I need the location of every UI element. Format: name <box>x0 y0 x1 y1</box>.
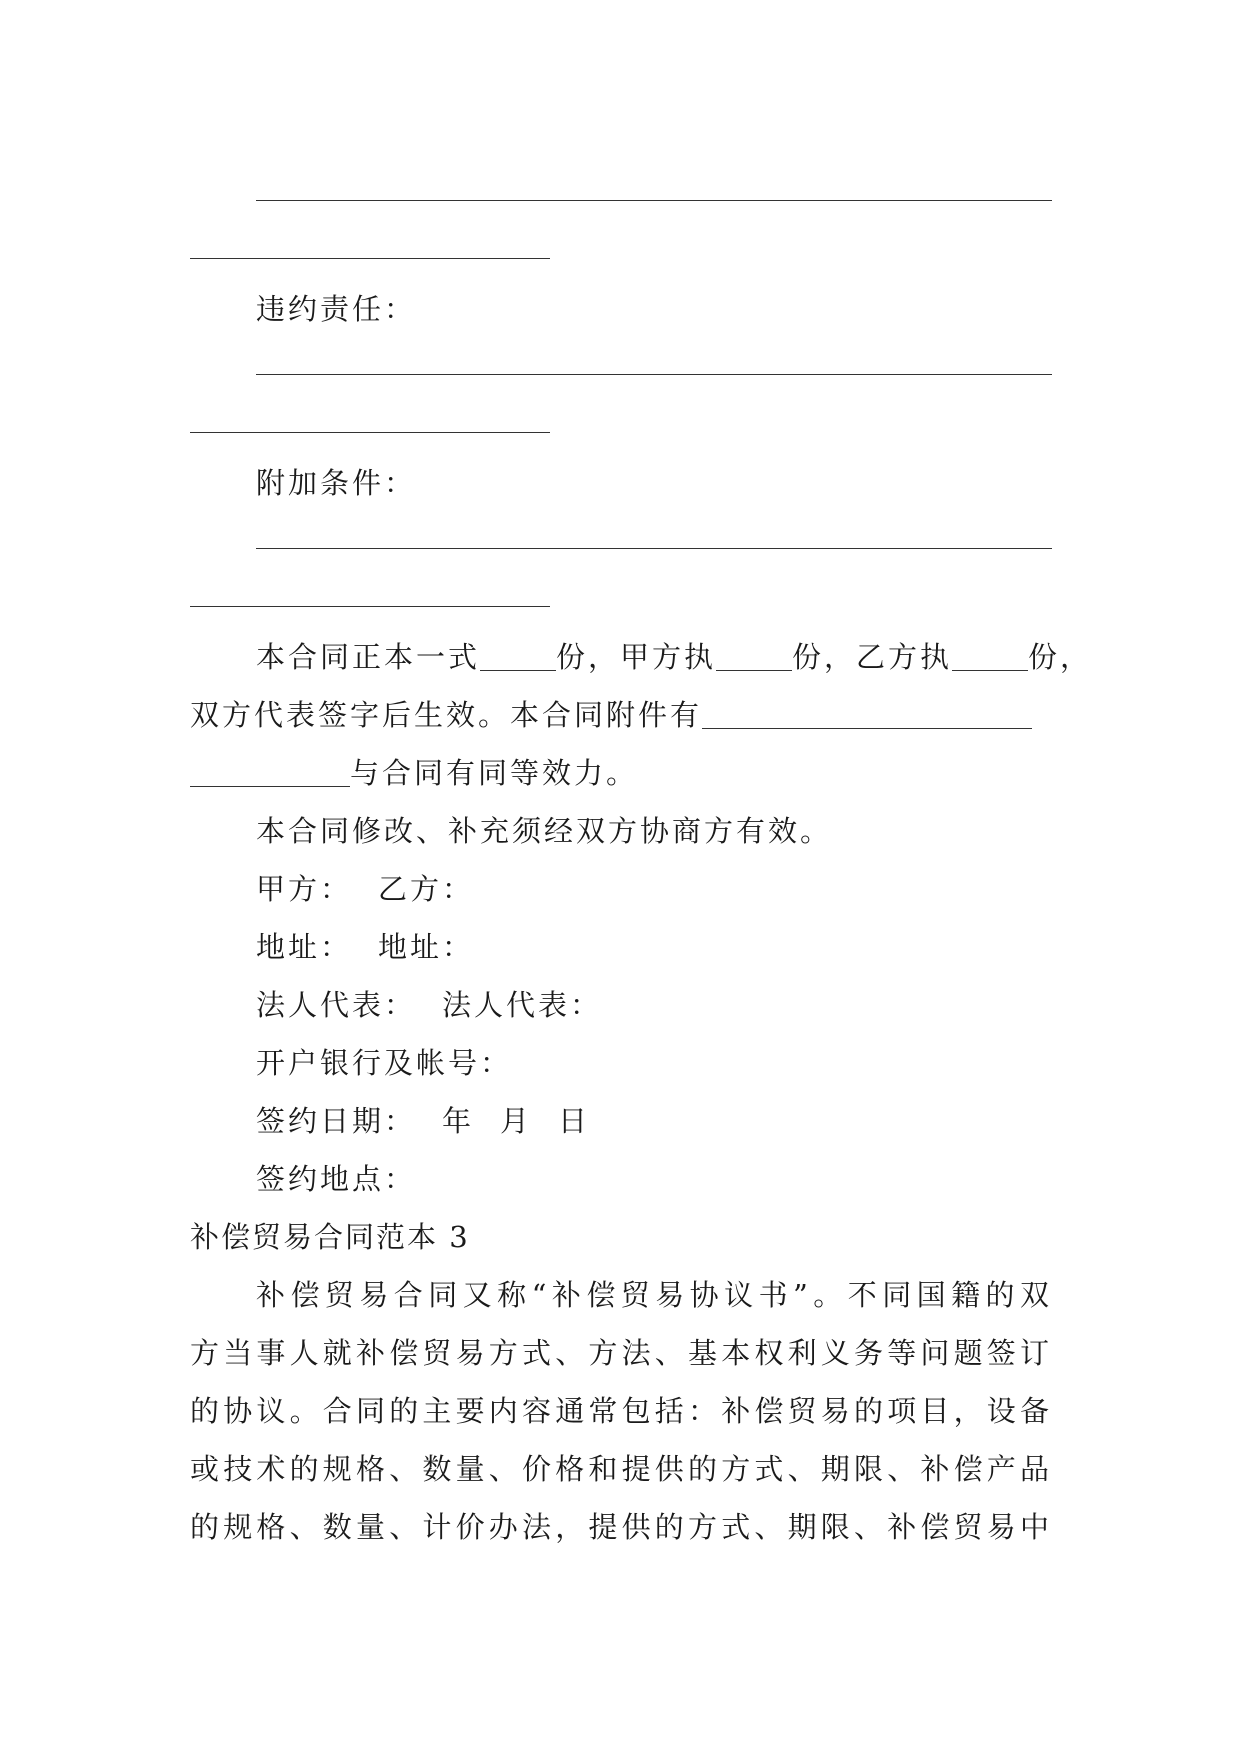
address-b-label: 地址： <box>378 930 475 964</box>
additional-terms-label: 附加条件： <box>256 466 417 500</box>
representative-a-label: 法人代表： <box>256 988 417 1022</box>
day-label: 日 <box>558 1104 591 1138</box>
month-label: 月 <box>500 1104 533 1138</box>
representative-line <box>190 976 1052 1034</box>
fill-line <box>190 338 1052 396</box>
representative-b-label: 法人代表： <box>442 988 603 1022</box>
section-3-paragraph-line: 补偿贸易合同又称“补偿贸易协议书”。不同国籍的双 <box>256 1278 1052 1312</box>
copies-paragraph-line-3 <box>190 744 1052 802</box>
signing-date-line <box>190 1092 1052 1150</box>
attachments-blank-continued <box>190 756 350 787</box>
attachments-blank <box>702 698 1032 729</box>
address-a-label: 地址： <box>256 930 353 964</box>
party-line <box>190 860 1052 918</box>
amendment-clause: 本合同修改、补充须经双方协商方有效。 <box>256 814 833 848</box>
signing-place-label: 签约地点： <box>256 1162 417 1196</box>
signing-date-label: 签约日期： <box>256 1104 417 1138</box>
fill-line <box>190 222 1052 280</box>
section-3-paragraph-line: 的协议。合同的主要内容通常包括：补偿贸易的项目，设备 <box>190 1394 1052 1428</box>
section-3-title: 补偿贸易合同范本 3 <box>190 1220 470 1254</box>
party-a-label: 甲方： <box>256 872 353 906</box>
fill-line <box>190 512 1052 570</box>
copies-text: 与合同有同等效力。 <box>350 756 639 790</box>
fill-line <box>190 164 1052 222</box>
year-label: 年 <box>442 1104 475 1138</box>
bank-account-label: 开户银行及帐号： <box>256 1046 513 1080</box>
blank-rule <box>256 548 1052 549</box>
copies-text: 份，乙方执 <box>792 640 953 674</box>
copies-total-blank <box>480 640 556 671</box>
copies-paragraph-line-2 <box>190 686 1052 744</box>
copies-text: 份，甲方执 <box>556 640 717 674</box>
copies-paragraph-line-1 <box>190 628 1093 686</box>
party-b-label: 乙方： <box>378 872 475 906</box>
blank-rule <box>190 606 550 607</box>
fill-line <box>190 396 1052 454</box>
blank-rule <box>190 432 550 433</box>
section-3-paragraph-line: 方当事人就补偿贸易方式、方法、基本权利义务等问题签订 <box>190 1336 1052 1370</box>
copies-text: 双方代表签字后生效。本合同附件有 <box>190 698 703 732</box>
section-3-paragraph-line: 的规格、数量、计价办法，提供的方式、期限、补偿贸易中 <box>190 1510 1052 1544</box>
section-3-paragraph-line: 或技术的规格、数量、价格和提供的方式、期限、补偿产品 <box>190 1452 1052 1486</box>
address-line <box>190 918 1052 976</box>
document-page <box>190 164 1093 1556</box>
copies-party-b-blank <box>952 640 1028 671</box>
blank-rule <box>190 258 550 259</box>
blank-rule <box>256 374 1052 375</box>
copies-text: 本合同正本一式 <box>256 640 481 674</box>
copies-party-a-blank <box>716 640 792 671</box>
blank-rule <box>256 200 1052 201</box>
copies-text: 份， <box>1028 640 1093 674</box>
breach-liability-label: 违约责任： <box>256 292 417 326</box>
fill-line <box>190 570 1052 628</box>
